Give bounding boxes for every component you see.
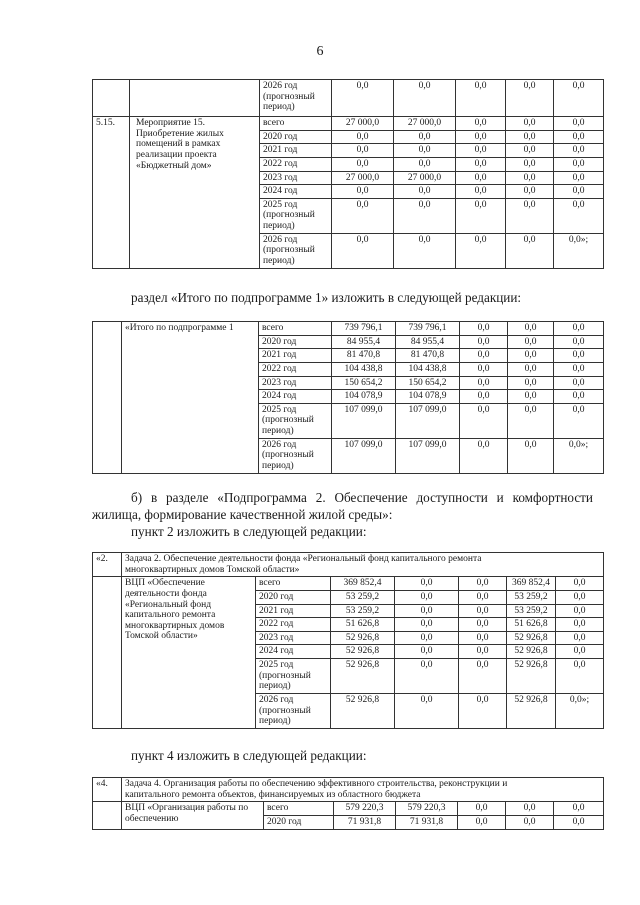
value-cell: 0,0: [556, 659, 604, 694]
value-cell: 0,0: [554, 335, 604, 349]
task-number-cell: «4.: [93, 778, 122, 802]
item-number-cell: 5.15.: [93, 117, 130, 269]
num-cell-empty: [93, 322, 122, 474]
value-cell: 0,0: [459, 590, 507, 604]
value-cell: 53 259,2: [331, 590, 395, 604]
value-cell: 0,0: [460, 403, 508, 438]
value-cell: 0,0: [556, 631, 604, 645]
table2-body: [93, 322, 604, 474]
value-cell: 0,0: [508, 322, 554, 336]
value-cell: 27 000,0: [332, 117, 394, 131]
value-cell: 0,0: [506, 130, 554, 144]
value-cell: 84 955,4: [332, 335, 396, 349]
period-cell: всего: [260, 117, 332, 131]
value-cell: 0,0: [394, 157, 456, 171]
value-cell: 0,0: [394, 198, 456, 233]
period-cell: 2023 год: [256, 631, 331, 645]
period-cell: 2024 год: [259, 390, 332, 404]
value-cell: 0,0: [556, 577, 604, 591]
value-cell: 104 438,8: [332, 362, 396, 376]
value-cell: 0,0: [332, 80, 394, 117]
value-cell: 0,0: [395, 631, 459, 645]
value-cell: 107 099,0: [332, 403, 396, 438]
paragraph-item-2: пункт 2 изложить в следующей редакции:: [131, 524, 367, 539]
value-cell: 0,0: [556, 590, 604, 604]
value-cell: 71 931,8: [396, 815, 458, 829]
value-cell: 52 926,8: [507, 631, 556, 645]
value-cell: 52 926,8: [331, 631, 395, 645]
page-number: 6: [316, 44, 324, 59]
value-cell: 0,0: [332, 157, 394, 171]
table-row: [93, 553, 604, 577]
value-cell: 0,0»;: [554, 233, 604, 268]
name-cell-empty: [130, 80, 260, 117]
item-name-cell: ВЦП «Обеспечение деятельности фонда «Региональный фонд капитального ремонта многоквартирных домов Томской области»: [122, 577, 256, 729]
value-cell: 0,0: [506, 802, 554, 816]
period-cell: 2020 год: [260, 130, 332, 144]
value-cell: 0,0: [506, 815, 554, 829]
period-cell: 2026 год (прогнозный период): [256, 693, 331, 728]
value-cell: 0,0: [332, 144, 394, 158]
value-cell: 0,0: [460, 322, 508, 336]
value-cell: 0,0: [456, 130, 506, 144]
value-cell: 0,0: [456, 117, 506, 131]
value-cell: 52 926,8: [507, 693, 556, 728]
value-cell: 104 078,9: [332, 390, 396, 404]
value-cell: 0,0: [394, 185, 456, 199]
value-cell: 27 000,0: [394, 117, 456, 131]
value-cell: 0,0: [456, 157, 506, 171]
value-cell: 52 926,8: [507, 659, 556, 694]
value-cell: 0,0: [554, 403, 604, 438]
table-row: [93, 778, 604, 802]
period-cell: всего: [264, 802, 334, 816]
value-cell: 0,0: [506, 80, 554, 117]
value-cell: 0,0: [456, 80, 506, 117]
value-cell: 0,0: [508, 335, 554, 349]
value-cell: 0,0: [556, 604, 604, 618]
value-cell: 0,0: [460, 362, 508, 376]
value-cell: 0,0: [506, 157, 554, 171]
value-cell: 0,0: [506, 198, 554, 233]
value-cell: 0,0: [460, 438, 508, 473]
period-cell: 2024 год: [256, 645, 331, 659]
value-cell: 0,0: [459, 645, 507, 659]
value-cell: 0,0: [554, 117, 604, 131]
value-cell: 0,0: [456, 233, 506, 268]
period-cell: 2026 год (прогнозный период): [259, 438, 332, 473]
period-cell: 2023 год: [260, 171, 332, 185]
value-cell: 104 078,9: [396, 390, 460, 404]
value-cell: 0,0: [458, 802, 506, 816]
value-cell: 52 926,8: [331, 645, 395, 659]
value-cell: 0,0: [554, 185, 604, 199]
value-cell: 0,0: [394, 144, 456, 158]
table1-body: [93, 80, 604, 269]
value-cell: 107 099,0: [396, 438, 460, 473]
value-cell: 27 000,0: [332, 171, 394, 185]
value-cell: 0,0: [554, 322, 604, 336]
value-cell: 0,0: [395, 590, 459, 604]
value-cell: 107 099,0: [396, 403, 460, 438]
table-task-4: [92, 777, 604, 830]
value-cell: 150 654,2: [332, 376, 396, 390]
value-cell: 0,0: [456, 144, 506, 158]
period-cell: 2020 год: [256, 590, 331, 604]
period-cell: 2023 год: [259, 376, 332, 390]
value-cell: 0,0: [459, 577, 507, 591]
table-row: [93, 802, 604, 816]
value-cell: 0,0: [460, 376, 508, 390]
table3-body: [93, 553, 604, 729]
value-cell: 0,0: [508, 438, 554, 473]
value-cell: 52 926,8: [507, 645, 556, 659]
value-cell: 0,0: [395, 659, 459, 694]
value-cell: 0,0: [506, 117, 554, 131]
period-cell: 2024 год: [260, 185, 332, 199]
value-cell: 0,0: [506, 171, 554, 185]
value-cell: 0,0: [554, 349, 604, 363]
table-row: [93, 577, 604, 591]
period-cell: 2021 год: [256, 604, 331, 618]
num-cell-empty: [93, 577, 122, 729]
period-cell: всего: [256, 577, 331, 591]
value-cell: 53 259,2: [507, 590, 556, 604]
item-name-cell: ВЦП «Организация работы по обеспечению: [122, 802, 264, 829]
table-measure-5-15: [92, 79, 604, 269]
task-number-cell: «2.: [93, 553, 122, 577]
value-cell: 0,0: [554, 376, 604, 390]
value-cell: 0,0: [395, 693, 459, 728]
value-cell: 0,0: [508, 349, 554, 363]
value-cell: 0,0: [460, 335, 508, 349]
value-cell: 0,0: [554, 198, 604, 233]
table4-body: [93, 778, 604, 830]
value-cell: 27 000,0: [394, 171, 456, 185]
value-cell: 0,0: [332, 130, 394, 144]
value-cell: 0,0: [554, 157, 604, 171]
value-cell: 0,0: [554, 80, 604, 117]
value-cell: 81 470,8: [396, 349, 460, 363]
value-cell: 0,0: [456, 185, 506, 199]
value-cell: 0,0»;: [554, 438, 604, 473]
num-cell-empty: [93, 80, 130, 117]
value-cell: 0,0: [460, 390, 508, 404]
value-cell: 0,0: [508, 376, 554, 390]
task-title-cell: Задача 2. Обеспечение деятельности фонда «Региональный фонд капитального ремонта многоквартирных домов Томской области»: [122, 553, 604, 577]
period-cell: 2022 год: [260, 157, 332, 171]
value-cell: 0,0: [506, 144, 554, 158]
value-cell: 0,0: [394, 233, 456, 268]
value-cell: 0,0: [554, 130, 604, 144]
num-cell-empty: [93, 802, 122, 829]
period-cell: всего: [259, 322, 332, 336]
period-cell: 2020 год: [264, 815, 334, 829]
value-cell: 0,0: [456, 171, 506, 185]
table-itogo-subprogram-1: [92, 321, 604, 474]
period-cell: 2025 год (прогнозный период): [260, 198, 332, 233]
value-cell: 0,0: [508, 362, 554, 376]
value-cell: 0,0: [554, 802, 604, 816]
value-cell: 579 220,3: [334, 802, 396, 816]
period-cell: 2025 год (прогнозный период): [256, 659, 331, 694]
value-cell: 0,0: [554, 171, 604, 185]
value-cell: 0,0: [460, 349, 508, 363]
item-name-cell: Мероприятие 15. Приобретение жилых помещений в рамках реализации проекта «Бюджетный дом»: [130, 117, 260, 269]
value-cell: 0,0: [458, 815, 506, 829]
paragraph-subprogram-2-line1: б) в разделе «Подпрограмма 2. Обеспечение доступности и комфортности: [131, 490, 593, 505]
value-cell: 0,0: [506, 233, 554, 268]
value-cell: 739 796,1: [396, 322, 460, 336]
table-row: [93, 117, 604, 131]
value-cell: 0,0: [506, 185, 554, 199]
value-cell: 71 931,8: [334, 815, 396, 829]
value-cell: 0,0»;: [556, 693, 604, 728]
value-cell: 0,0: [332, 198, 394, 233]
table-task-2: [92, 552, 604, 729]
value-cell: 0,0: [332, 233, 394, 268]
value-cell: 0,0: [556, 645, 604, 659]
value-cell: 52 926,8: [331, 693, 395, 728]
value-cell: 81 470,8: [332, 349, 396, 363]
paragraph-subprogram-2-line2: жилища, формирование качественной жилой среды»:: [92, 507, 393, 522]
value-cell: 0,0: [394, 80, 456, 117]
total-name-cell: «Итого по подпрограмме 1: [122, 322, 259, 474]
value-cell: 369 852,4: [507, 577, 556, 591]
value-cell: 104 438,8: [396, 362, 460, 376]
value-cell: 0,0: [395, 604, 459, 618]
period-cell: 2025 год (прогнозный период): [259, 403, 332, 438]
value-cell: 0,0: [456, 198, 506, 233]
value-cell: 51 626,8: [331, 618, 395, 632]
value-cell: 0,0: [554, 362, 604, 376]
period-cell: 2021 год: [259, 349, 332, 363]
paragraph-item-4: пункт 4 изложить в следующей редакции:: [131, 748, 367, 763]
period-cell: 2020 год: [259, 335, 332, 349]
value-cell: 53 259,2: [331, 604, 395, 618]
value-cell: 51 626,8: [507, 618, 556, 632]
value-cell: 739 796,1: [332, 322, 396, 336]
period-cell: 2026 год (прогнозный период): [260, 233, 332, 268]
value-cell: 53 259,2: [507, 604, 556, 618]
table-row: [93, 322, 604, 336]
table-row: [93, 80, 604, 117]
value-cell: 0,0: [508, 403, 554, 438]
period-cell: 2022 год: [259, 362, 332, 376]
value-cell: 579 220,3: [396, 802, 458, 816]
value-cell: 369 852,4: [331, 577, 395, 591]
value-cell: 150 654,2: [396, 376, 460, 390]
paragraph-itogo-section: раздел «Итого по подпрограмме 1» изложить в следующей редакции:: [131, 290, 522, 305]
value-cell: 107 099,0: [332, 438, 396, 473]
value-cell: 0,0: [508, 390, 554, 404]
value-cell: 0,0: [395, 577, 459, 591]
value-cell: 0,0: [554, 815, 604, 829]
value-cell: 0,0: [395, 645, 459, 659]
value-cell: 0,0: [332, 185, 394, 199]
period-cell: 2026 год (прогнозный период): [260, 80, 332, 117]
value-cell: 0,0: [459, 659, 507, 694]
value-cell: 0,0: [459, 618, 507, 632]
value-cell: 0,0: [459, 604, 507, 618]
value-cell: 0,0: [459, 631, 507, 645]
period-cell: 2022 год: [256, 618, 331, 632]
value-cell: 0,0: [556, 618, 604, 632]
value-cell: 0,0: [554, 144, 604, 158]
value-cell: 52 926,8: [331, 659, 395, 694]
task-title-cell: Задача 4. Организация работы по обеспечению эффективного строительства, реконструкции и капитального ремонта объектов, финансируемых из областного бюджета: [122, 778, 604, 802]
period-cell: 2021 год: [260, 144, 332, 158]
value-cell: 0,0: [395, 618, 459, 632]
value-cell: 84 955,4: [396, 335, 460, 349]
value-cell: 0,0: [394, 130, 456, 144]
value-cell: 0,0: [554, 390, 604, 404]
value-cell: 0,0: [459, 693, 507, 728]
